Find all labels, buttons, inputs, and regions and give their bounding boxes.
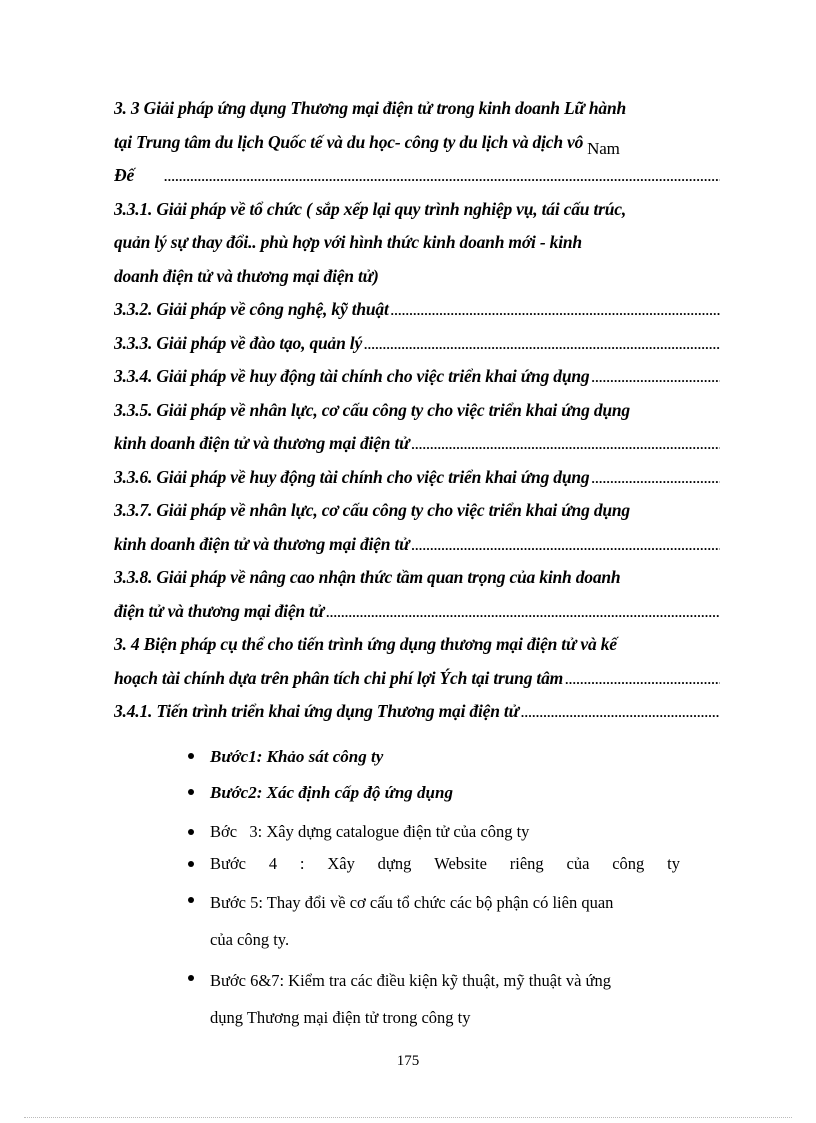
leader-dots [411,529,720,562]
toc-3-4-1 [114,695,720,729]
toc-3-3-5-line-1: 3.3.5. Giải pháp về nhân lực, cơ cấu công ty cho việc triển khai ứng dụng [114,399,630,420]
toc-3-3-line-3 [114,159,720,193]
toc-3-3-8-line-2 [114,595,720,629]
toc-3-3-6 [114,461,720,495]
toc-3-3-4 [114,360,720,394]
step-list [186,740,686,1036]
list-item [186,816,686,848]
word: : [299,854,305,873]
word: riêng [509,854,544,873]
bullet-icon [188,829,194,835]
word: Bước [210,854,246,873]
toc-3-3-8-line-2-text: điện tử và thương mại điện tử [114,600,325,621]
list-item [186,962,686,1036]
table-of-contents [114,92,720,729]
leader-dots [411,428,720,461]
bullet-icon [188,861,194,867]
word: dựng [377,854,412,873]
toc-3-3-line-2-text: tại Trung tâm du lịch Quốc tế và du học- công ty du lịch và dịch vô [114,131,584,152]
word: 4 [268,854,278,873]
leader-dots [326,596,720,629]
toc-3-3-1-line-3: doanh điện tử và thương mại điện tử) [114,265,379,286]
word: Website [434,854,487,873]
toc-3-3-1-line-1: 3.3.1. Giải pháp về tổ chức ( sắp xếp lại quy trình nghiệp vụ, tái cấu trúc, [114,198,627,219]
step-5-line-2: của công ty. [210,930,290,949]
toc-3-3-2 [114,293,720,327]
step-5-line-1: Bước 5: Thay đổi về cơ cấu tổ chức các bộ phận có liên quan [210,893,614,912]
word: của [566,854,590,873]
word: ty [667,854,680,873]
list-item [186,740,686,776]
leader-dots [391,294,720,327]
step-3-text: Bớc 3: Xây dựng catalogue điện tử của công ty [210,822,530,841]
toc-3-3-5-line-2 [114,427,720,461]
step-2-text: Bước2: Xác định cấp độ ứng dụng [210,783,453,802]
bullet-icon [188,975,194,981]
toc-3-3-2-text: 3.3.2. Giải pháp về công nghệ, kỹ thuật [114,299,389,319]
leader-dots [521,696,720,729]
list-item [186,884,686,958]
toc-3-4-line-2 [114,662,720,696]
toc-3-3-4-text: 3.3.4. Giải pháp về huy động tài chính cho việc triển khai ứng dụng [114,366,590,386]
toc-3-3-8-line-1: 3.3.8. Giải pháp về nâng cao nhận thức tầm quan trọng của kinh doanh [114,567,621,587]
word: công [612,854,645,873]
step-4-text [210,848,680,880]
step-6-7-line-1: Bước 6&7: Kiểm tra các điều kiện kỹ thuật, mỹ thuật và ứng [210,971,611,990]
leader-dots [591,361,720,394]
step-6-7-line-2: dụng Thương mại điện tử trong công ty [210,1008,471,1027]
page-number: 175 [396,1053,420,1069]
toc-3-3-line-1: 3. 3 Giải pháp ứng dụng Thương mại điện tử trong kinh doanh Lữ hành [114,98,627,118]
footer-divider [24,1117,792,1118]
leader-dots [164,160,720,193]
toc-3-3-nam: Nam [587,138,620,158]
bullet-icon [188,789,194,795]
word: Xây [327,854,355,873]
toc-3-3-6-text: 3.3.6. Giải pháp về huy động tài chính cho việc triển khai ứng dụng [114,466,590,487]
leader-dots [364,328,720,361]
toc-3-3-3 [114,327,720,361]
toc-3-4-1-text: 3.4.1. Tiến trình triển khai ứng dụng Thương mại điện tử [114,701,519,721]
toc-3-3-line-2 [114,126,720,160]
list-item [186,776,686,812]
toc-3-3-de: Đế [114,165,135,185]
toc-3-3-1-line-2: quản lý sự thay đổi.. phù hợp với hình thức kinh doanh mới - kinh [114,232,582,252]
toc-3-4-line-2-text: hoạch tài chính dựa trên phân tích chi phí lợi Ých tại trung tâm [114,667,564,688]
step-1-text: Bước1: Khảo sát công ty [210,747,384,766]
leader-dots [565,663,720,696]
list-item [186,848,686,880]
toc-3-3-3-text: 3.3.3. Giải pháp về đào tạo, quản lý [114,332,363,353]
bullet-icon [188,753,194,759]
toc-3-4-line-1: 3. 4 Biện pháp cụ thể cho tiến trình ứng dụng thương mại điện tử và kế [114,634,617,654]
leader-dots [591,462,720,495]
toc-3-3-7-line-2 [114,528,720,562]
toc-3-3-7-line-1: 3.3.7. Giải pháp về nhân lực, cơ cấu công ty cho việc triển khai ứng dụng [114,500,630,520]
bullet-icon [188,897,194,903]
toc-3-3-5-line-2-text: kinh doanh điện tử và thương mại điện tử [114,433,410,453]
toc-3-3-7-line-2-text: kinh doanh điện tử và thương mại điện tử [114,533,410,554]
